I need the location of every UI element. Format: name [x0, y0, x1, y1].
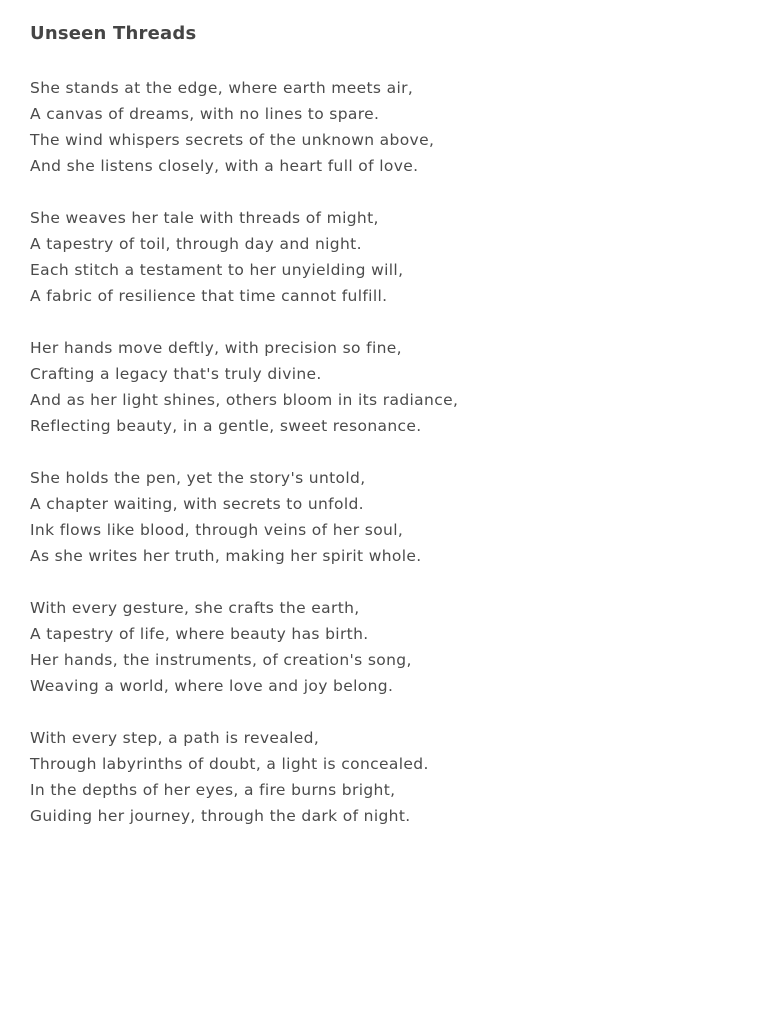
poem-line: A fabric of resilience that time cannot fulfill. — [30, 287, 388, 305]
poem-line: As she writes her truth, making her spirit whole. — [30, 547, 422, 565]
poem-line: She holds the pen, yet the story's untold, — [30, 469, 366, 487]
poem-line: With every gesture, she crafts the earth, — [30, 599, 360, 617]
poem-line: A canvas of dreams, with no lines to spare. — [30, 105, 380, 123]
poem-line: Weaving a world, where love and joy belong. — [30, 677, 394, 695]
stanza-5 — [30, 595, 730, 699]
poem-body — [30, 75, 730, 829]
poem-line: She weaves her tale with threads of might, — [30, 209, 379, 227]
poem-line: A chapter waiting, with secrets to unfold. — [30, 495, 364, 513]
poem-line: In the depths of her eyes, a fire burns bright, — [30, 781, 396, 799]
poem-line: With every step, a path is revealed, — [30, 729, 320, 747]
stanza-4 — [30, 465, 730, 569]
poem-line: She stands at the edge, where earth meets air, — [30, 79, 414, 97]
poem-line: Through labyrinths of doubt, a light is concealed. — [30, 755, 429, 773]
poem-line: Crafting a legacy that's truly divine. — [30, 365, 322, 383]
poem-line: Reflecting beauty, in a gentle, sweet resonance. — [30, 417, 422, 435]
poem-line: And as her light shines, others bloom in its radiance, — [30, 391, 459, 409]
poem-line: Her hands move deftly, with precision so fine, — [30, 339, 402, 357]
stanza-6 — [30, 725, 730, 829]
poem-line: The wind whispers secrets of the unknown above, — [30, 131, 435, 149]
poem-line: And she listens closely, with a heart full of love. — [30, 157, 419, 175]
poem-line: Ink flows like blood, through veins of her soul, — [30, 521, 404, 539]
poem-line: A tapestry of toil, through day and night. — [30, 235, 362, 253]
stanza-2 — [30, 205, 730, 309]
stanza-3 — [30, 335, 730, 439]
poem-line: Each stitch a testament to her unyielding will, — [30, 261, 404, 279]
document — [30, 20, 730, 855]
poem-title: Unseen Threads — [30, 23, 197, 44]
poem-line: Guiding her journey, through the dark of night. — [30, 807, 411, 825]
poem-line: A tapestry of life, where beauty has birth. — [30, 625, 369, 643]
stanza-1 — [30, 75, 730, 179]
poem-line: Her hands, the instruments, of creation's song, — [30, 651, 412, 669]
